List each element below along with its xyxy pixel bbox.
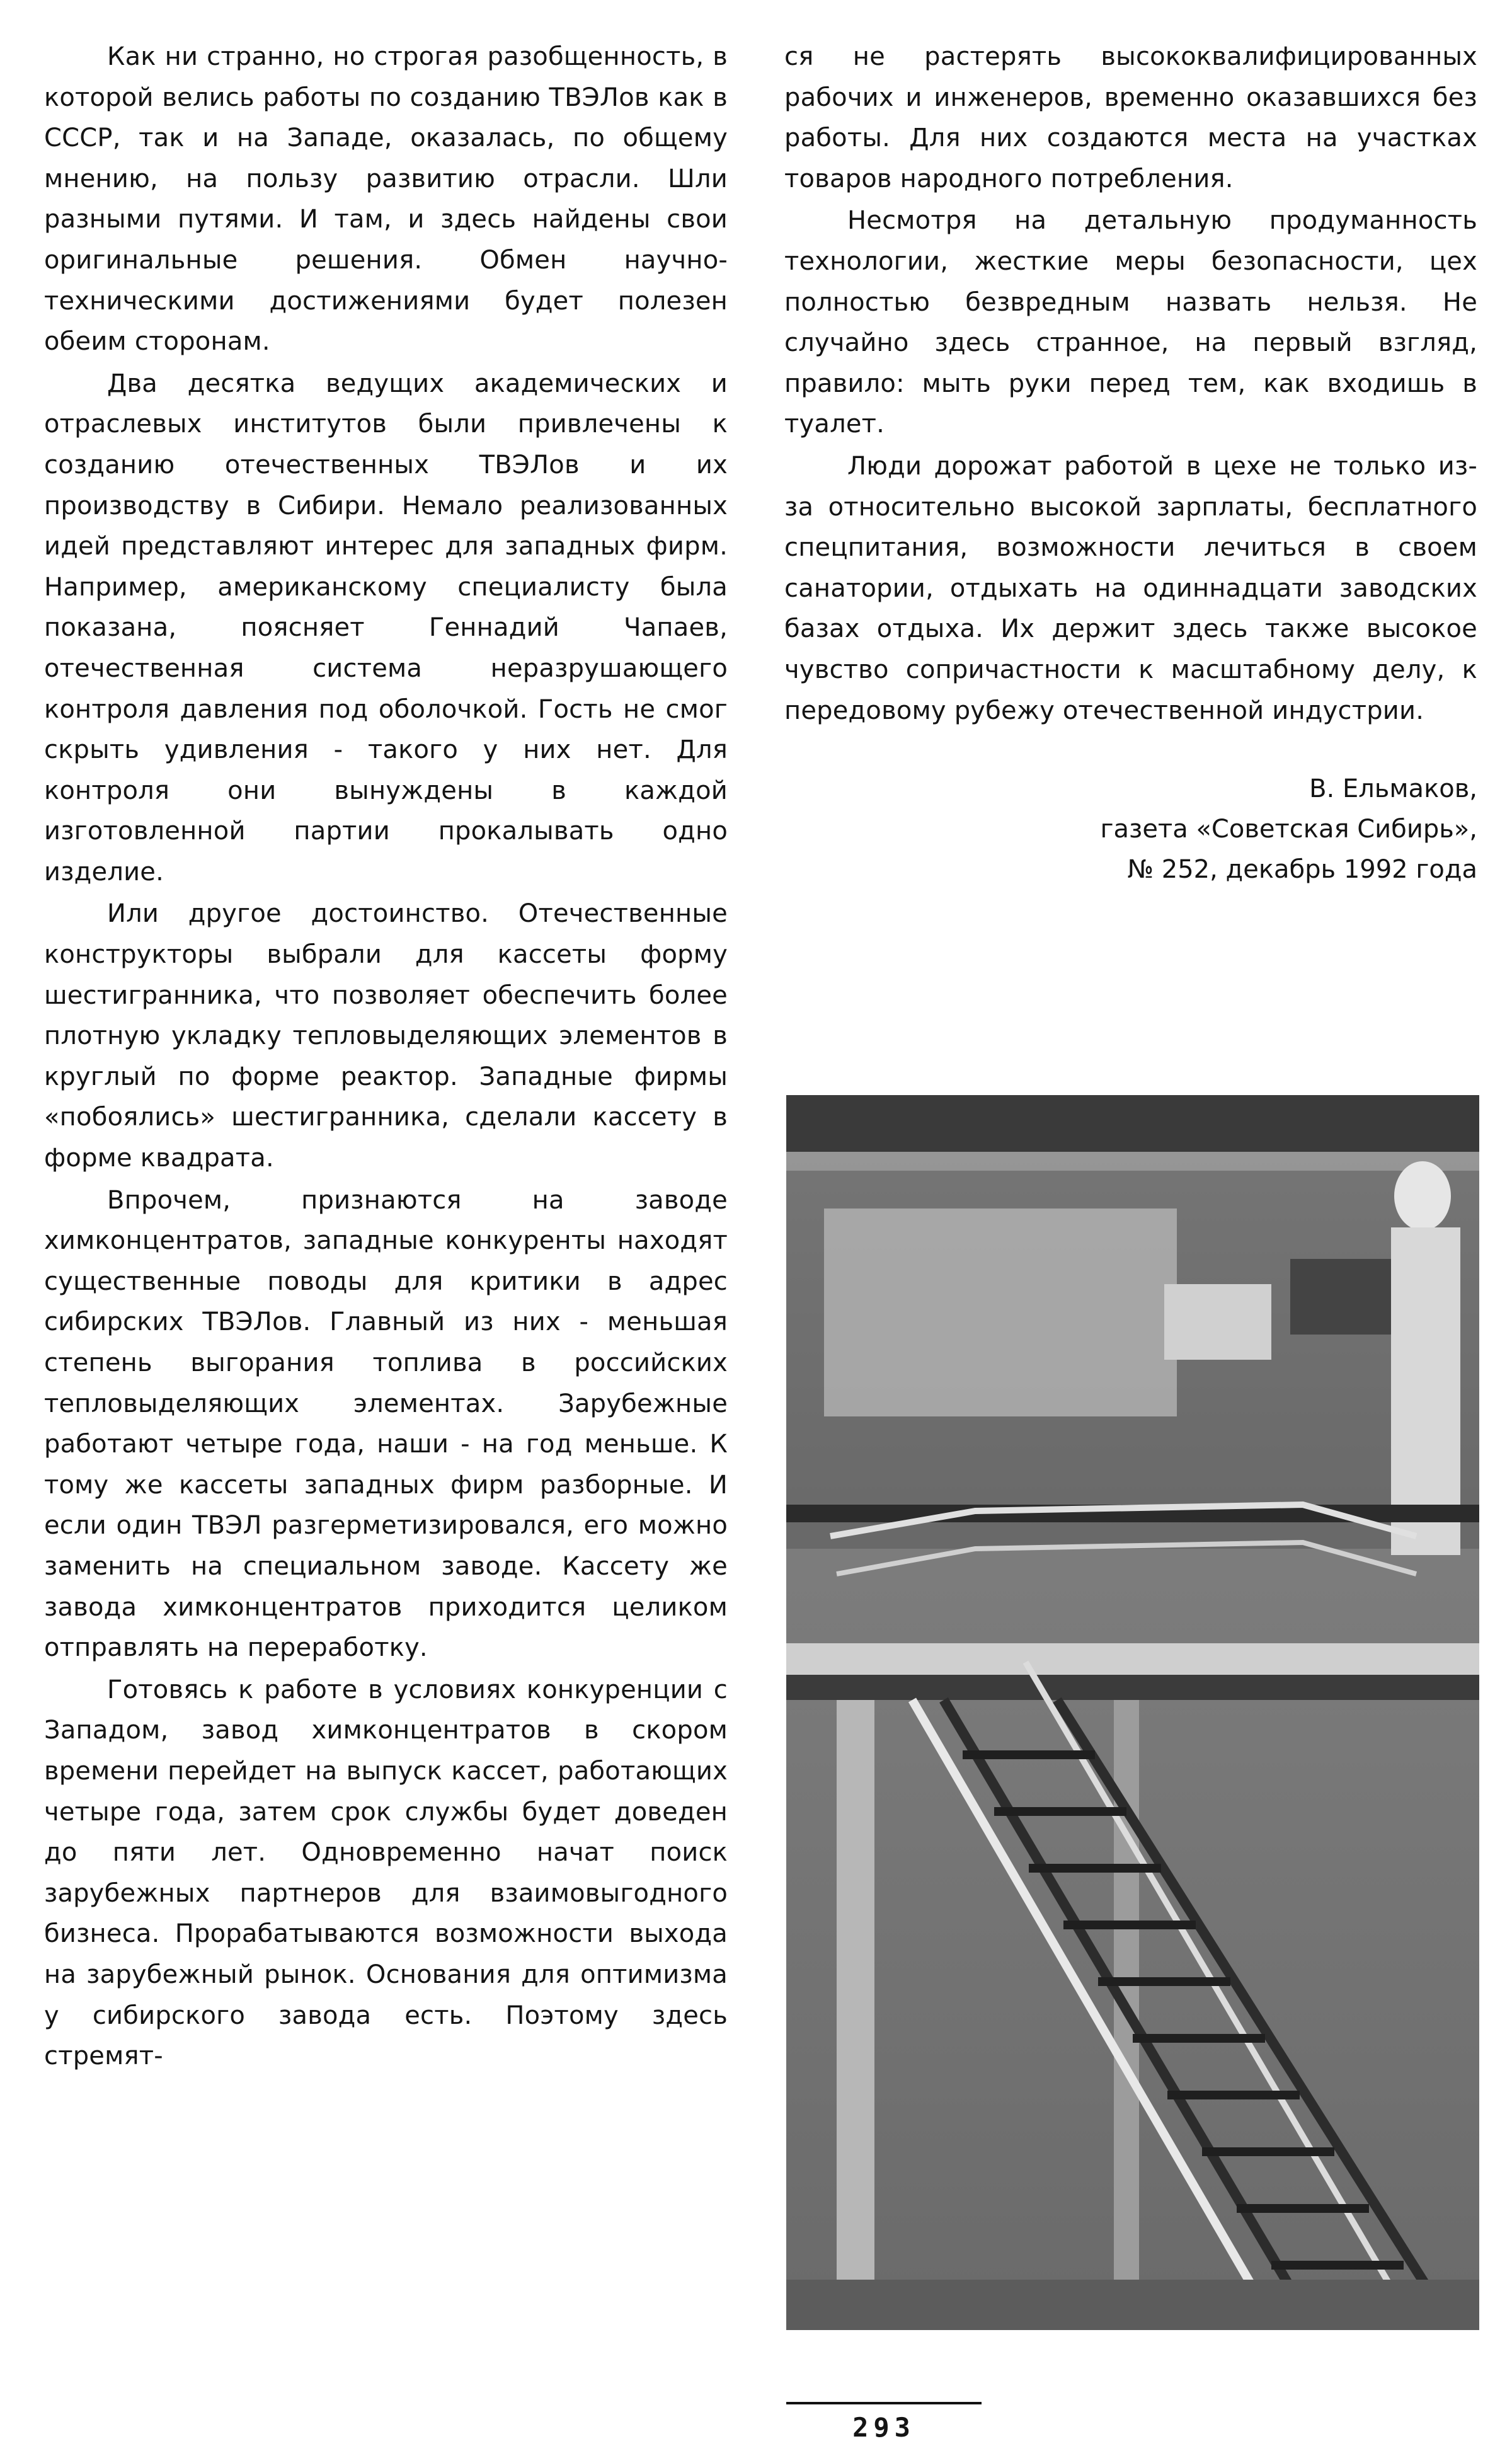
article-paragraph: Впрочем, признаются на заводе химконцентратов, западные конкуренты находят существенные поводы для критики в адрес сибирских ТВЭЛов. Главный из них - меньшая степень выгорания топлива в российских тепловыделяющих элементах. Зарубежные работают четыре года, наши - на год меньше. К тому же кассеты западных фирм разборные. И если один ТВЭЛ разгерметизировался, его можно заменить на специальном заводе. Кассету же завода химконцентратов приходится целиком отправлять на переработку. [44,1185,728,1663]
article-signature [784,769,1477,890]
article-paragraph: Или другое достоинство. Отечественные конструкторы выбрали для кассеты форму шестигранника, что позволяет обеспечить более плотную укладку тепловыделяющих элементов в круглый по форме реактор. Западные фирмы «побоялись» шестигранника, сделали кассету в форме квадрата. [44,899,728,1173]
signature-source: газета «Советская Сибирь», [1100,815,1477,844]
left-text-column [44,37,728,2077]
article-paragraph: Два десятка ведущих академических и отраслевых институтов были привлечены к созданию отечественных ТВЭЛов и их производству в Сибири. Немало реализованных идей представляют интерес для западных фирм. Например, американскому специалисту была показана, поясняет Геннадий Чапаев, отечественная система неразрушающего контроля давления под оболочкой. Гость не смог скрыть удивления - такого у них нет. Для контроля они вынуждены в каждой изготовленной партии прокалывать одно изделие. [44,369,728,887]
right-text-column [784,37,1477,890]
article-paragraph-continued: ся не растерять высококвалифицированных рабочих и инженеров, временно оказавшихся без работы. Для них создаются места на участках товаров народного потребления. [784,42,1477,193]
article-paragraph: Готовясь к работе в условиях конкуренции с Западом, завод химконцентратов в скором времени перейдет на выпуск кассет, работающих четыре года, затем срок службы будет доведен до пяти лет. Одновременно начат поиск зарубежных партнеров для взаимовыгодного бизнеса. Прорабатываются возможности выхода на зарубежный рынок. Основания для оптимизма у сибирского завода есть. Поэтому здесь стремят- [44,1675,728,2071]
article-paragraph: Как ни странно, но строгая разобщенность, в которой велись работы по созданию ТВЭЛов как в СССР, так и на Западе, оказалась, по общему мнению, на пользу развитию отрасли. Шли разными путями. И там, и здесь найдены свои оригинальные решения. Обмен научно-техническими достижениями будет полезен обеим сторонам. [44,42,728,357]
page-number: 293 [852,2412,915,2443]
factory-staircase-photo [786,1095,1479,2330]
signature-author: В. Ельмаков, [1309,774,1477,804]
footer-rule [786,2402,982,2404]
article-paragraph: Люди дорожат работой в цехе не только из-за относительно высокой зарплаты, бесплатного спецпитания, возможности лечиться в своем санатории, отдыхать на одиннадцати заводских базах отдыха. Их держит здесь также высокое чувство сопричастности к масштабному делу, к передовому рубежу отечественной индустрии. [784,451,1477,725]
article-paragraph: Несмотря на детальную продуманность технологии, жесткие меры безопасности, цех полностью безвредным назвать нельзя. Не случайно здесь странное, на первый взгляд, правило: мыть руки перед тем, как входишь в туалет. [784,206,1477,439]
signature-issue: № 252, декабрь 1992 года [1127,855,1477,885]
photo-illustration [786,1095,1479,2330]
